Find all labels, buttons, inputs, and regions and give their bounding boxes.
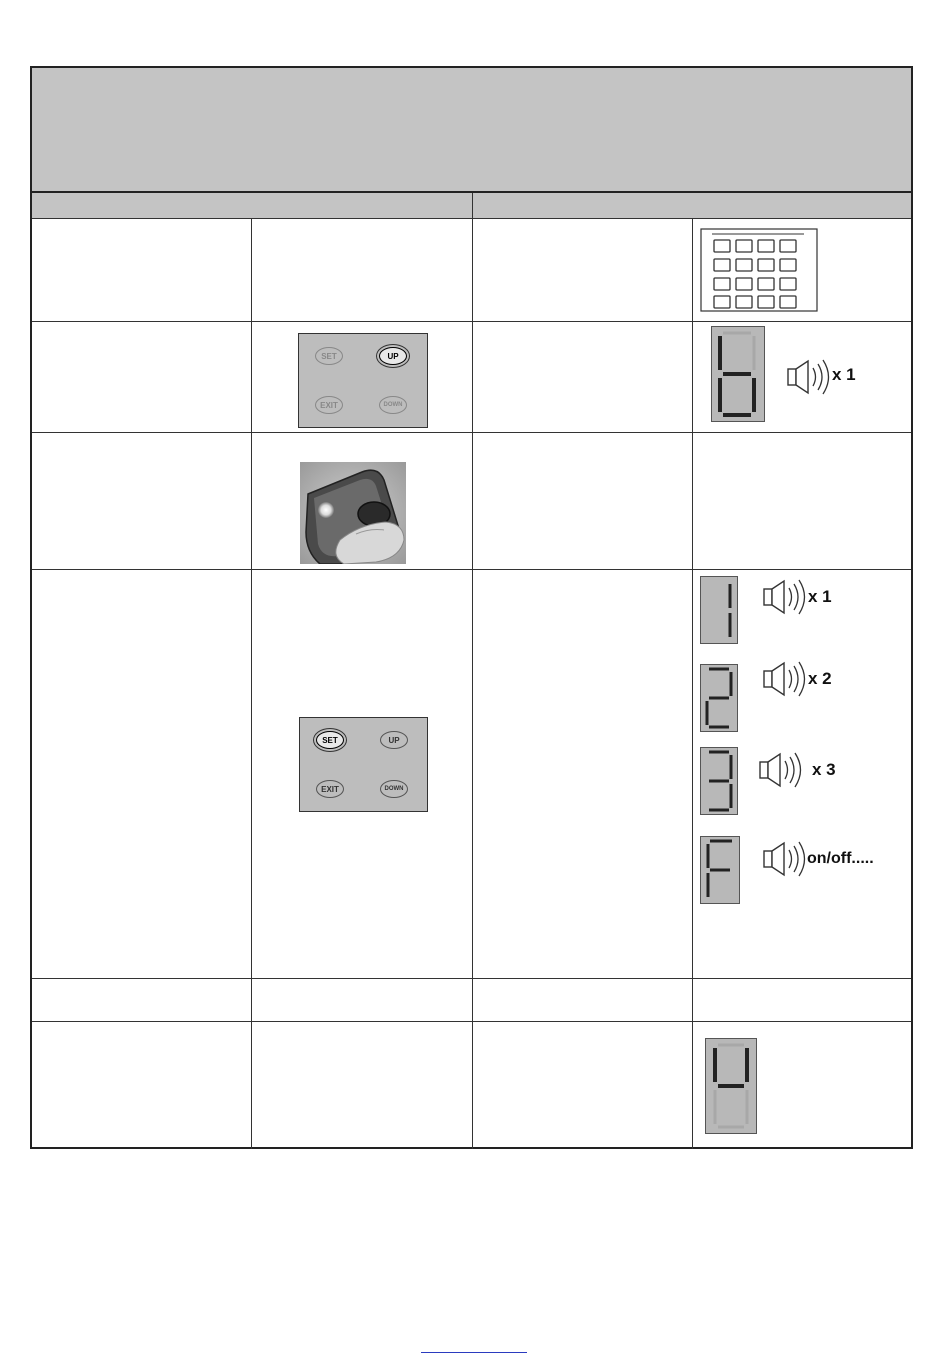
down-button[interactable]: DOWN	[379, 396, 407, 414]
digit-display-h	[705, 1038, 757, 1134]
row-divider-4	[32, 978, 911, 979]
column-divider-1	[251, 219, 252, 1149]
row-divider-3	[32, 569, 911, 570]
sound-count-label: x 3	[812, 760, 836, 779]
up-button[interactable]: UP	[380, 731, 408, 749]
exit-button[interactable]: EXIT	[315, 396, 343, 414]
sound-count-label: x 1	[832, 365, 856, 384]
digit-display-2	[700, 664, 738, 732]
footer-link-underline[interactable]	[421, 1352, 527, 1353]
sound-count-label: x 1	[808, 587, 832, 606]
row-divider-5	[32, 1021, 911, 1022]
remote-control-icon	[300, 462, 406, 564]
digit-display-f	[700, 836, 740, 904]
set-button[interactable]: SET	[316, 731, 344, 749]
down-button[interactable]: DOWN	[380, 780, 408, 798]
speaker-sound-icon	[786, 358, 832, 396]
up-button[interactable]: UP	[379, 347, 407, 365]
digit-display-3	[700, 747, 738, 815]
control-panel-set	[299, 717, 428, 812]
speaker-sound-icon	[762, 660, 808, 698]
column-divider-2	[472, 219, 473, 1149]
speaker-sound-icon	[758, 751, 804, 789]
column-divider-3	[692, 219, 693, 1149]
exit-button[interactable]: EXIT	[316, 780, 344, 798]
keypad-icon	[700, 228, 818, 312]
row-divider-1	[32, 321, 911, 322]
row-divider-2	[32, 432, 911, 433]
sound-mode-label: on/off.....	[807, 850, 874, 867]
digit-display-b	[711, 326, 765, 422]
set-button[interactable]: SET	[315, 347, 343, 365]
subheader-divider	[472, 193, 473, 219]
control-panel-up	[298, 333, 428, 428]
table-title-band	[32, 68, 911, 193]
digit-display-1	[700, 576, 738, 644]
speaker-sound-icon	[762, 840, 808, 878]
instruction-table	[30, 66, 913, 1149]
sound-count-label: x 2	[808, 669, 832, 688]
speaker-sound-icon	[762, 578, 808, 616]
